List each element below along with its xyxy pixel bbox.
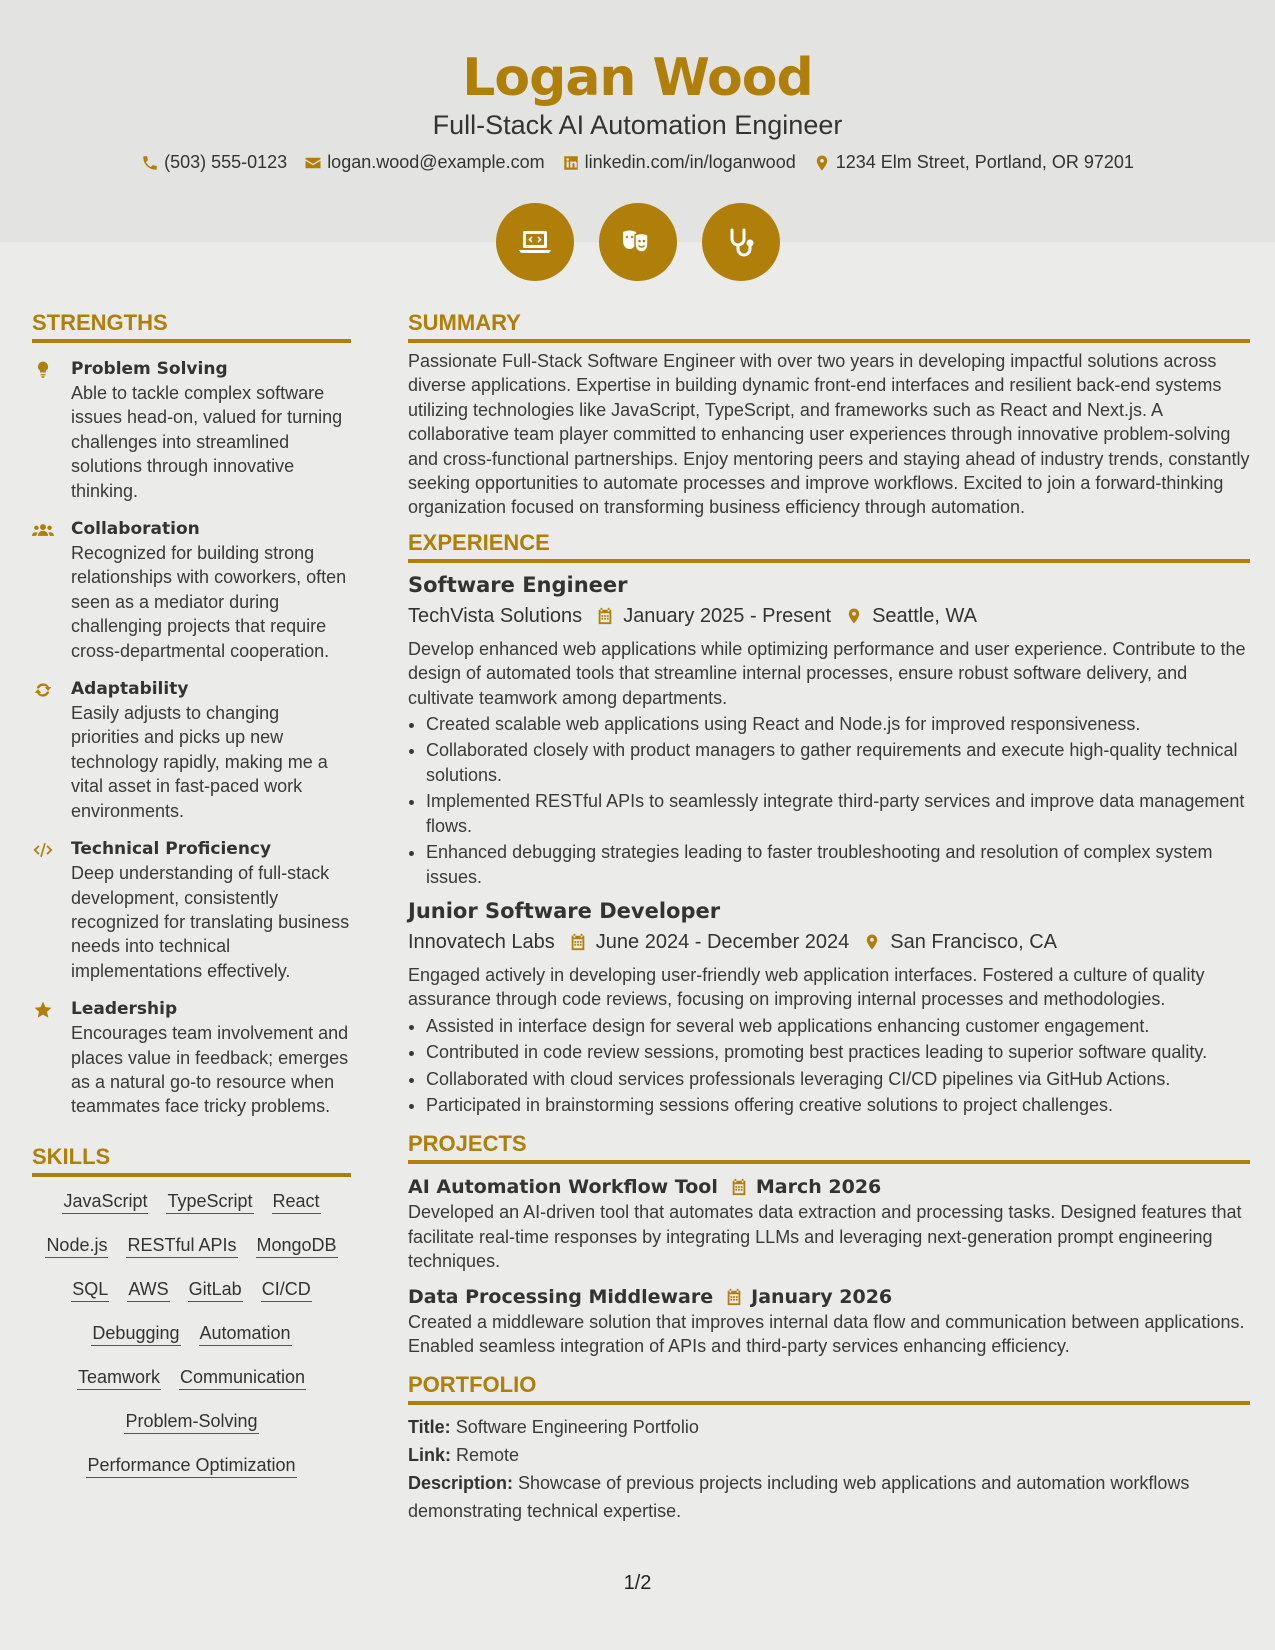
strength-item (32, 997, 351, 1119)
skill-tag: GitLab (188, 1277, 243, 1302)
users-icon (32, 520, 54, 540)
skill-tag: Communication (179, 1365, 306, 1390)
job-bullet: • Collaborated closely with product managers to gather requirements and execute high-quality technical solutions. (426, 738, 1250, 787)
job-bullet: • Created scalable web applications using React and Node.js for improved responsiveness. (426, 712, 1250, 736)
job-bullet: • Implemented RESTful APIs to seamlessly integrate third-party services and improve data management flows. (426, 789, 1250, 838)
address-text: 1234 Elm Street, Portland, OR 97201 (835, 152, 1134, 172)
portfolio-body (408, 1413, 1250, 1525)
job-company: TechVista Solutions (408, 604, 583, 627)
linkedin-icon (562, 154, 580, 172)
location-icon (863, 932, 881, 952)
skill-tag: Problem-Solving (124, 1409, 258, 1434)
skills-row (32, 1453, 351, 1478)
job-company: Innovatech Labs (408, 930, 555, 953)
theater-masks-badge (599, 203, 677, 281)
job-dates: June 2024 - December 2024 (595, 930, 850, 953)
project-entry (408, 1174, 1250, 1273)
linkedin-text: linkedin.com/in/loganwood (584, 152, 796, 172)
strength-title: Technical Proficiency (71, 839, 272, 860)
job-bullet: • Assisted in interface design for several web applications enhancing customer engagement. (426, 1014, 1250, 1038)
strength-title: Problem Solving (71, 359, 228, 379)
page-number: 1/2 (623, 1572, 652, 1594)
skill-tag: RESTful APIs (126, 1233, 237, 1258)
strength-desc: Encourages team involvement and places value in feedback; emerges as a natural go-to resource when teammates face tricky problems. (71, 1023, 349, 1117)
job-entry (408, 571, 1250, 889)
code-icon (32, 840, 54, 860)
phone-text: (503) 555-0123 (164, 152, 288, 172)
job-location: Seattle, WA (872, 604, 977, 627)
job-bullet: • Collaborated with cloud services professionals leveraging CI/CD pipelines via GitHub Actions. (426, 1067, 1250, 1091)
candidate-title: Full-Stack AI Automation Engineer (432, 110, 843, 140)
project-desc: Developed an AI-driven tool that automates data extraction and processing tasks. Designed features that facilitate real-time responses by integrating LLMs and leveraging next-generation prompt engineering techniques. (408, 1202, 1242, 1272)
phone-icon (141, 154, 159, 172)
strength-title: Leadership (71, 999, 178, 1020)
strength-item (32, 677, 351, 823)
contact-email[interactable] (304, 152, 544, 173)
job-bullet: • Contributed in code review sessions, promoting best practices leading to superior software quality. (426, 1040, 1250, 1064)
project-title-row (408, 1174, 1250, 1200)
calendar-icon (569, 932, 587, 952)
skill-tag: CI/CD (261, 1277, 312, 1302)
strength-desc: Easily adjusts to changing priorities and picks up new technology rapidly, making me a vital asset in fast-paced work environments. (71, 703, 328, 821)
job-meta (408, 928, 1250, 956)
contact-linkedin[interactable] (562, 152, 796, 173)
job-bullet: • Participated in brainstorming sessions offering creative solutions to project challenges. (426, 1093, 1250, 1117)
job-desc: Engaged actively in developing user-friendly web application interfaces. Fostered a culture of quality assurance through code reviews, focusing on improving internal processes and methodologies. (408, 964, 1205, 1010)
contact-phone[interactable] (141, 152, 287, 173)
calendar-icon (725, 1287, 743, 1307)
skills-row (32, 1233, 351, 1258)
skill-tag: Automation (199, 1321, 292, 1346)
project-date: March 2026 (755, 1176, 882, 1199)
summary-heading: SUMMARY (408, 310, 1250, 343)
star-icon (32, 1000, 54, 1020)
location-icon (845, 606, 863, 626)
project-title: AI Automation Workflow Tool (408, 1176, 718, 1199)
portfolio-desc-label: Description: (408, 1473, 514, 1494)
skill-tag: Node.js (45, 1233, 108, 1258)
laptop-code-icon (515, 222, 555, 262)
project-desc: Created a middleware solution that improves internal data flow and communication between applications. Enabled seamless integration of APIs and third-party services enhancing efficiency. (408, 1311, 1245, 1356)
portfolio-title-line (408, 1413, 1250, 1441)
job-title: Junior Software Developer (408, 898, 721, 923)
portfolio-title-value: Software Engineering Portfolio (455, 1417, 699, 1438)
candidate-name: Logan Wood (462, 48, 813, 108)
theater-masks-icon (618, 222, 658, 262)
portfolio-link-line (408, 1441, 1250, 1469)
email-text: logan.wood@example.com (327, 152, 545, 172)
strength-title: Collaboration (71, 519, 200, 540)
skills-row (32, 1277, 351, 1302)
job-dates: January 2025 - Present (623, 604, 832, 627)
skill-tag: Teamwork (77, 1365, 161, 1390)
sync-icon (32, 680, 54, 700)
left-column (32, 310, 351, 1478)
strength-item (32, 837, 351, 983)
projects-heading: PROJECTS (408, 1131, 1250, 1164)
skill-tag: React (272, 1189, 321, 1214)
portfolio-desc-line (408, 1469, 1250, 1525)
portfolio-title-label: Title: (408, 1417, 451, 1438)
strength-item (32, 357, 351, 503)
portfolio-link-label: Link: (408, 1445, 451, 1466)
job-meta (408, 602, 1250, 630)
portfolio-link-value[interactable]: Remote (456, 1445, 520, 1466)
skill-tag: MongoDB (256, 1233, 338, 1258)
job-location: San Francisco, CA (890, 930, 1058, 953)
job-desc: Develop enhanced web applications while optimizing performance and user experience. Contribute to the design of automated tools that streamline internal processes, ensure robust software delivery, and cultivate teamwork among departments. (408, 638, 1246, 708)
calendar-icon (730, 1177, 748, 1197)
skills-list (32, 1189, 351, 1478)
project-date: January 2026 (751, 1285, 893, 1308)
strengths-heading: STRENGTHS (32, 310, 351, 343)
email-icon (304, 154, 322, 172)
job-entry (408, 897, 1250, 1117)
skills-row (32, 1365, 351, 1390)
skills-row (32, 1189, 351, 1214)
calendar-icon (596, 606, 614, 626)
strength-title: Adaptability (71, 679, 189, 700)
right-column (408, 310, 1250, 1525)
summary-text: Passionate Full-Stack Software Engineer with over two years in developing impactful solutions across diverse applications. Expertise in building dynamic front-end interfaces and resilient back-end systems utilizing technologies like JavaScript, TypeScript, and frameworks such as React and Next.js. A collaborative team player committed to enhancing user experiences through innovative problem-solving and cross-functional partnerships. Enjoy mentoring peers and staying ahead of industry trends, constantly seeking opportunities to automate processes and improve workflows. Excited to join a forward-thinking organization focused on transforming business efficiency through automation. (408, 351, 1250, 518)
skill-tag: JavaScript (62, 1189, 148, 1214)
strength-desc: Able to tackle complex software issues head-on, valued for turning challenges into streamlined solutions through innovative thinking. (71, 383, 343, 501)
skill-tag: TypeScript (166, 1189, 253, 1214)
job-bullets (408, 712, 1250, 889)
lightbulb-icon (32, 360, 54, 380)
skills-row (32, 1321, 351, 1346)
strength-desc: Deep understanding of full-stack development, consistently recognized for translating business needs into technical implementations effectively. (71, 863, 350, 981)
job-title: Software Engineer (408, 572, 628, 597)
badge-row (0, 203, 1275, 281)
project-title-row (408, 1284, 1250, 1310)
portfolio-heading: PORTFOLIO (408, 1372, 1250, 1405)
strength-desc: Recognized for building strong relationships with coworkers, often seen as a mediator during challenging projects that require cross-departmental cooperation. (71, 543, 347, 661)
skills-row (32, 1409, 351, 1434)
skill-tag: AWS (127, 1277, 169, 1302)
experience-heading: EXPERIENCE (408, 530, 1250, 563)
job-bullet: • Enhanced debugging strategies leading to faster troubleshooting and resolution of complex system issues. (426, 840, 1250, 889)
skill-tag: SQL (71, 1277, 109, 1302)
skills-heading: SKILLS (32, 1144, 351, 1177)
skill-tag: Debugging (91, 1321, 180, 1346)
job-bullets (408, 1014, 1250, 1118)
laptop-code-badge (496, 203, 574, 281)
portfolio-desc-value: Showcase of previous projects including web applications and automation workflows demonstrating technical expertise. (408, 1473, 1190, 1522)
contact-address (813, 152, 1134, 173)
project-entry (408, 1284, 1250, 1359)
project-title: Data Processing Middleware (408, 1285, 714, 1308)
stethoscope-icon (721, 222, 761, 262)
strength-item (32, 517, 351, 663)
contact-bar (0, 152, 1275, 173)
location-icon (813, 154, 831, 172)
stethoscope-badge (702, 203, 780, 281)
skill-tag: Performance Optimization (86, 1453, 296, 1478)
